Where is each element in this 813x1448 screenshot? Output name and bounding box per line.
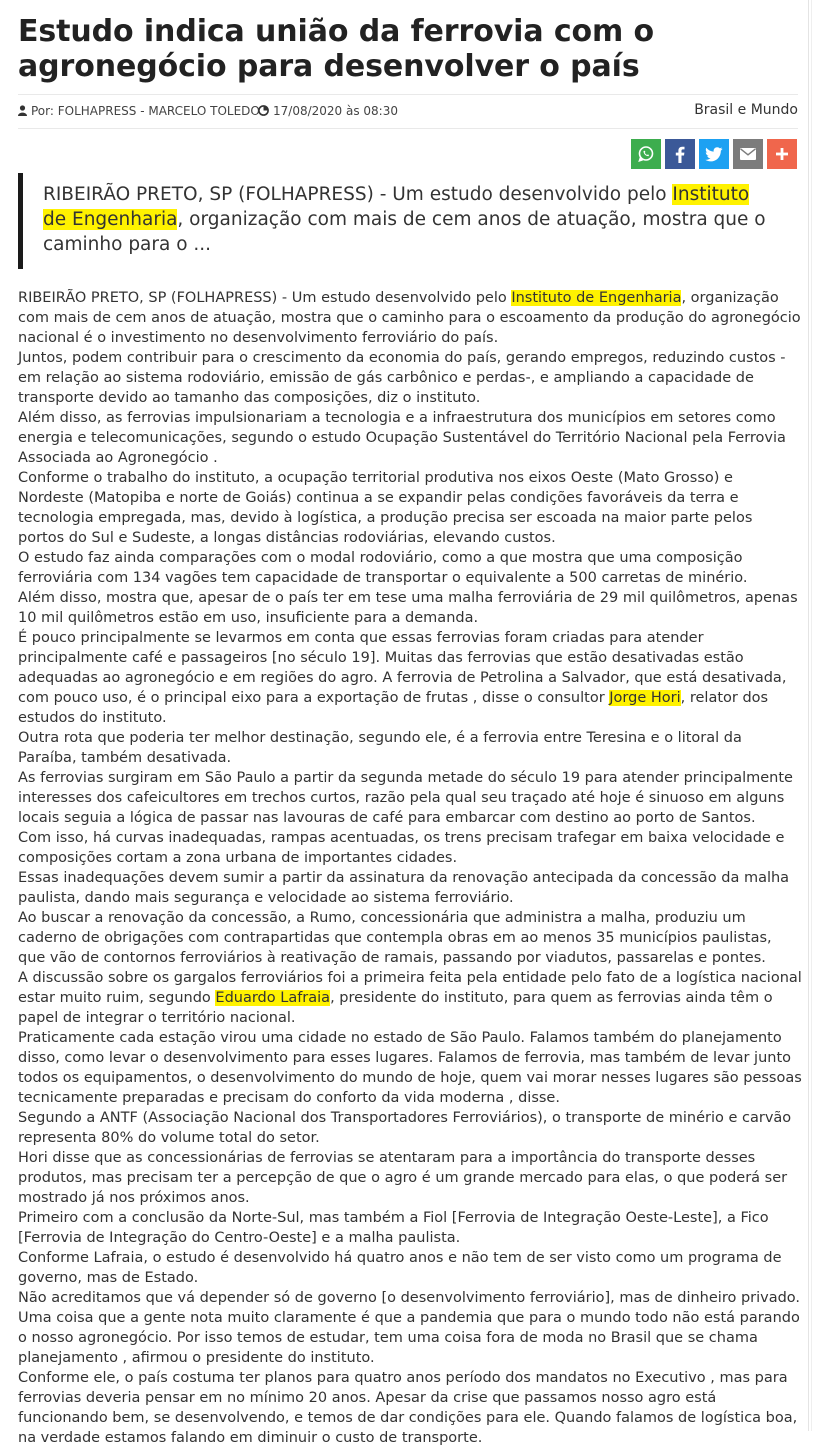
envelope-icon <box>740 148 756 160</box>
article-paragraph <box>18 908 802 968</box>
article-paragraph <box>18 548 802 588</box>
author-info <box>18 104 260 118</box>
paragraph-text: Conforme o trabalho do instituto, a ocupação territorial produtiva nos eixos Oeste (Mato Grosso) e Nordeste (Matopiba e norte de Goiás) continua a se expandir pelas condições favoráveis da terra e tecnologia empregada, mas, devido à logística, a produção precisa ser escoada na maior parte pelos portos do Sul e Sudeste, a longas distâncias rodoviárias, elevando custos. <box>18 470 753 546</box>
lead-highlight: Instituto de Engenharia <box>43 184 750 230</box>
paragraph-text: Primeiro com a conclusão da Norte-Sul, mas também a Fiol [Ferrovia de Integração Oeste-Leste], a Fico [Ferrovia de Integração do Centro-Oeste] e a malha paulista. <box>18 1210 769 1246</box>
publish-date: 17/08/2020 às 08:30 <box>273 104 398 118</box>
paragraph-text: Juntos, podem contribuir para o crescimento da economia do país, gerando empregos, reduzindo custos -em relação ao sistema rodoviário, emissão de gás carbônico e perdas-, e ampliando a capacidade de transporte devido ao tamanho das composições, diz o instituto. <box>18 350 786 406</box>
paragraph-text: , relator dos estudos do instituto. <box>18 690 769 726</box>
paragraph-text: É pouco principalmente se levarmos em conta que essas ferrovias foram criadas para atender principalmente café e passageiros [no século 19]. Muitas das ferrovias que estão desativadas estão adequadas ao agronegócio e em regiões do agro. A ferrovia de Petrolina a Salvador, que está desativada, com pouco uso, é o principal eixo para a exportação de frutas , disse o consultor <box>18 630 787 706</box>
paragraph-text: Praticamente cada estação virou uma cidade no estado de São Paulo. Falamos também do planejamento disso, como levar o desenvolvimento para esses lugares. Falamos de ferrovia, mas também de levar junto todos os equipamentos, o desenvolvimento do mundo de hoje, quem vai morar nesses lugares são pessoas tecnicamente preparadas e precisam do conforto da vida moderna , disse. <box>18 1030 802 1106</box>
paragraph-text: Outra rota que poderia ter melhor destinação, segundo ele, é a ferrovia entre Teresina e o litoral da Paraíba, também desativada. <box>18 730 742 766</box>
paragraph-text: Hori disse que as concessionárias de ferrovias se atentaram para a importância do transporte desses produtos, mas precisam ter a percepção de que o agro é um grande mercado para elas, o que poderá ser mostrado já nos próximos anos. <box>18 1150 788 1206</box>
facebook-share-button[interactable] <box>665 139 695 169</box>
whatsapp-share-button[interactable] <box>631 139 661 169</box>
article-paragraph <box>18 1288 802 1368</box>
article-paragraph <box>18 1368 802 1448</box>
paragraph-text: Não acreditamos que vá depender só de governo [o desenvolvimento ferroviário], mas de dinheiro privado. Uma coisa que a gente nota muito claramente é que a pandemia que para o mundo todo não está parando o nosso agronegócio. Por isso temos de estudar, tem uma coisa fora de moda no Brasil que se chama planejamento , afirmou o presidente do instituto. <box>18 1290 801 1366</box>
author-name: Por: FOLHAPRESS - MARCELO TOLEDO <box>31 104 260 118</box>
clock-icon <box>258 105 269 116</box>
share-buttons <box>631 139 797 169</box>
article-paragraph <box>18 828 802 868</box>
article-paragraph <box>18 628 802 728</box>
more-share-button[interactable] <box>767 139 797 169</box>
article-paragraph <box>18 408 802 468</box>
paragraph-text: O estudo faz ainda comparações com o modal rodoviário, como a que mostra que uma composição ferroviária com 134 vagões tem capacidade de transportar o equivalente a 500 carretas de minério. <box>18 550 748 586</box>
lead-text-end: , organização com mais de cem anos de atuação, mostra que o caminho para o ... <box>43 209 766 255</box>
paragraph-text: Além disso, as ferrovias impulsionariam a tecnologia e a infraestrutura dos municípios em setores como energia e telecomunicações, segundo o estudo Ocupação Sustentável do Território Nacional pela Ferrovia Associada ao Agronegócio . <box>18 410 786 466</box>
twitter-icon <box>705 147 723 162</box>
highlighted-term: Eduardo Lafraia <box>215 990 331 1006</box>
paragraph-text: Conforme ele, o país costuma ter planos para quatro anos período dos mandatos no Executivo , mas para ferrovias deveria pensar em no mínimo 20 anos. Apesar da crise que passamos nosso agro está funcionando bem, se desenvolvendo, e temos de dar condições para ele. Quando falamos de logística boa, na verdade estamos falando em diminuir o custo de transporte. <box>18 1370 798 1446</box>
article-paragraph <box>18 728 802 768</box>
paragraph-text: Essas inadequações devem sumir a partir da assinatura da renovação antecipada da concessão da malha paulista, dando mais segurança e velocidade ao sistema ferroviário. <box>18 870 790 906</box>
divider-top <box>18 94 798 95</box>
article-body <box>18 288 802 1448</box>
article-title: Estudo indica união da ferrovia com o agronegócio para desenvolver o país <box>18 14 655 84</box>
article-meta <box>18 103 798 123</box>
highlighted-term: Instituto de Engenharia <box>511 290 682 306</box>
category-link[interactable]: Brasil e Mundo <box>694 102 798 118</box>
paragraph-text: , organização com mais de cem anos de atuação, mostra que o caminho para o escoamento da produção do agronegócio nacional é o investimento no desenvolvimento ferroviário do país. <box>18 290 801 346</box>
twitter-share-button[interactable] <box>699 139 729 169</box>
plus-icon <box>776 148 788 160</box>
article-paragraph <box>18 1028 802 1108</box>
facebook-icon <box>675 146 685 163</box>
whatsapp-icon <box>637 145 655 163</box>
lead-text-start: RIBEIRÃO PRETO, SP (FOLHAPRESS) - Um estudo desenvolvido pelo <box>43 184 673 205</box>
date-info <box>258 104 398 118</box>
paragraph-text: Ao buscar a renovação da concessão, a Rumo, concessionária que administra a malha, produziu um caderno de obrigações com contrapartidas que contempla obras em ao menos 35 municípios paulistas, que vão de contornos ferroviários à reativação de ramais, passando por viadutos, passarelas e pontes. <box>18 910 772 966</box>
article-paragraph <box>18 588 802 628</box>
article-paragraph <box>18 768 802 828</box>
divider-meta <box>18 128 798 129</box>
user-icon <box>18 105 27 116</box>
paragraph-text: As ferrovias surgiram em São Paulo a partir da segunda metade do século 19 para atender principalmente interesses dos cafeicultores em trechos curtos, razão pela qual seu traçado até hoje é sinuoso em alguns locais seguia a lógica de passar nas lavouras de café para embarcar com destino ao porto de Santos. <box>18 770 793 826</box>
paragraph-text: Além disso, mostra que, apesar de o país ter em tese uma malha ferroviária de 29 mil quilômetros, apenas 10 mil quilômetros estão em uso, insuficiente para a demanda. <box>18 590 798 626</box>
paragraph-text: Segundo a ANTF (Associação Nacional dos Transportadores Ferroviários), o transporte de minério e carvão representa 80% do volume total do setor. <box>18 1110 792 1146</box>
paragraph-text: Conforme Lafraia, o estudo é desenvolvido há quatro anos e não tem de ser visto como um programa de governo, mas de Estado. <box>18 1250 782 1286</box>
article-paragraph <box>18 1148 802 1208</box>
article-paragraph <box>18 868 802 908</box>
paragraph-text: Com isso, há curvas inadequadas, rampas acentuadas, os trens precisam trafegar em baixa velocidade e composições cortam a zona urbana de importantes cidades. <box>18 830 785 866</box>
paragraph-text: RIBEIRÃO PRETO, SP (FOLHAPRESS) - Um estudo desenvolvido pelo <box>18 290 512 306</box>
article-paragraph <box>18 1208 802 1248</box>
email-share-button[interactable] <box>733 139 763 169</box>
highlighted-term: Jorge Hori <box>609 690 681 706</box>
paragraph-text: A discussão sobre os gargalos ferroviários foi a primeira feita pela entidade pelo fato de a logística nacional estar muito ruim, segundo <box>18 970 802 1006</box>
article-paragraph <box>18 1248 802 1288</box>
article-paragraph <box>18 348 802 408</box>
paragraph-text: , presidente do instituto, para quem as ferrovias ainda têm o papel de integrar o território nacional. <box>18 990 773 1026</box>
article-lead <box>18 173 778 269</box>
article-paragraph <box>18 1108 802 1148</box>
article-paragraph <box>18 288 802 348</box>
article-paragraph <box>18 968 802 1028</box>
right-border-inner <box>811 0 812 1431</box>
right-border <box>808 0 809 1431</box>
article-paragraph <box>18 468 802 548</box>
